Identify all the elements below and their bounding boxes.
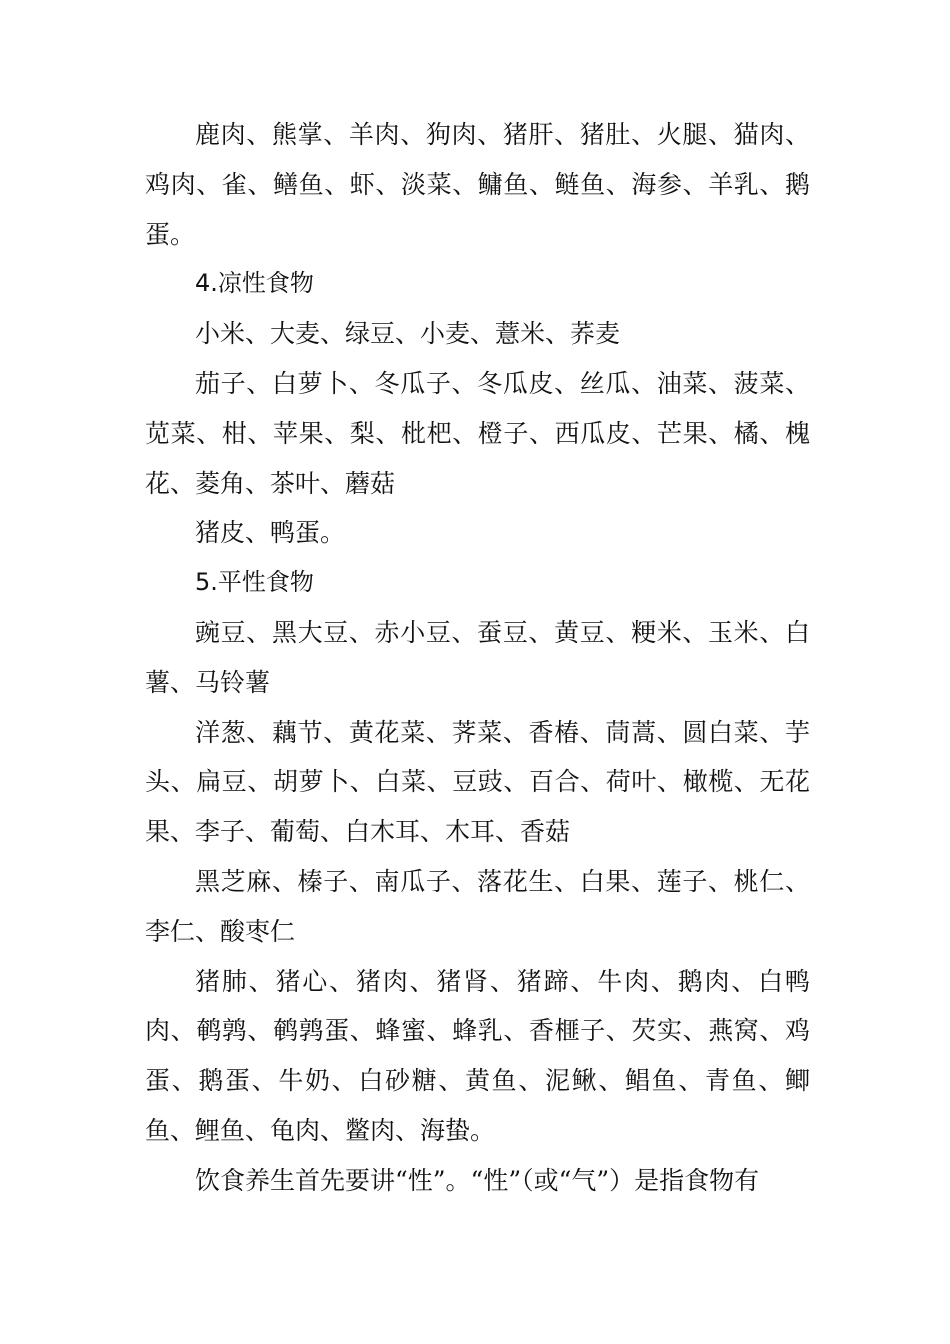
heading-cool-foods: 4.凉性食物 <box>195 269 314 298</box>
paragraph-diet-nature-intro: 饮食养生首先要讲“性”。“性”（或“气”）是指食物有 <box>195 1165 760 1195</box>
paragraph-cool-meats: 猪皮、鸭蛋。 <box>195 518 346 548</box>
paragraph-warm-meats: 鹿肉、熊掌、羊肉、狗肉、猪肝、猪肚、火腿、猫肉、鸡肉、雀、鳝鱼、虾、淡菜、鳙鱼、鲢鱼、海参、羊乳、鹅蛋。 <box>145 120 810 249</box>
document-body <box>145 110 810 1206</box>
heading-neutral-foods: 5.平性食物 <box>195 568 314 597</box>
paragraph-cool-vegetables-fruits: 茄子、白萝卜、冬瓜子、冬瓜皮、丝瓜、油菜、菠菜、苋菜、柑、苹果、梨、枇杷、橙子、西瓜皮、芒果、橘、槐花、菱角、茶叶、蘑菇 <box>145 368 810 498</box>
paragraph-neutral-grains: 豌豆、黑大豆、赤小豆、蚕豆、黄豆、粳米、玉米、白薯、马铃薯 <box>145 617 810 697</box>
paragraph-cool-grains: 小米、大麦、绿豆、小麦、薏米、荞麦 <box>195 319 621 349</box>
paragraph-neutral-nuts-seeds: 黑芝麻、榛子、南瓜子、落花生、白果、莲子、桃仁、李仁、酸枣仁 <box>145 866 810 946</box>
paragraph-neutral-vegetables-fruits: 洋葱、藕节、黄花菜、荠菜、香椿、茼蒿、圆白菜、芋头、扁豆、胡萝卜、白菜、豆豉、百合、荷叶、橄榄、无花果、李子、葡萄、白木耳、木耳、香菇 <box>145 717 810 847</box>
paragraph-neutral-meats: 猪肺、猪心、猪肉、猪肾、猪蹄、牛肉、鹅肉、白鸭肉、鹌鹑、鹌鹑蛋、蜂蜜、蜂乳、香榧子、芡实、燕窝、鸡蛋、鹅蛋、牛奶、白砂糖、黄鱼、泥鳅、鲳鱼、青鱼、鲫鱼、鲤鱼、龟肉、鳖肉、海蛰。 <box>145 966 810 1145</box>
